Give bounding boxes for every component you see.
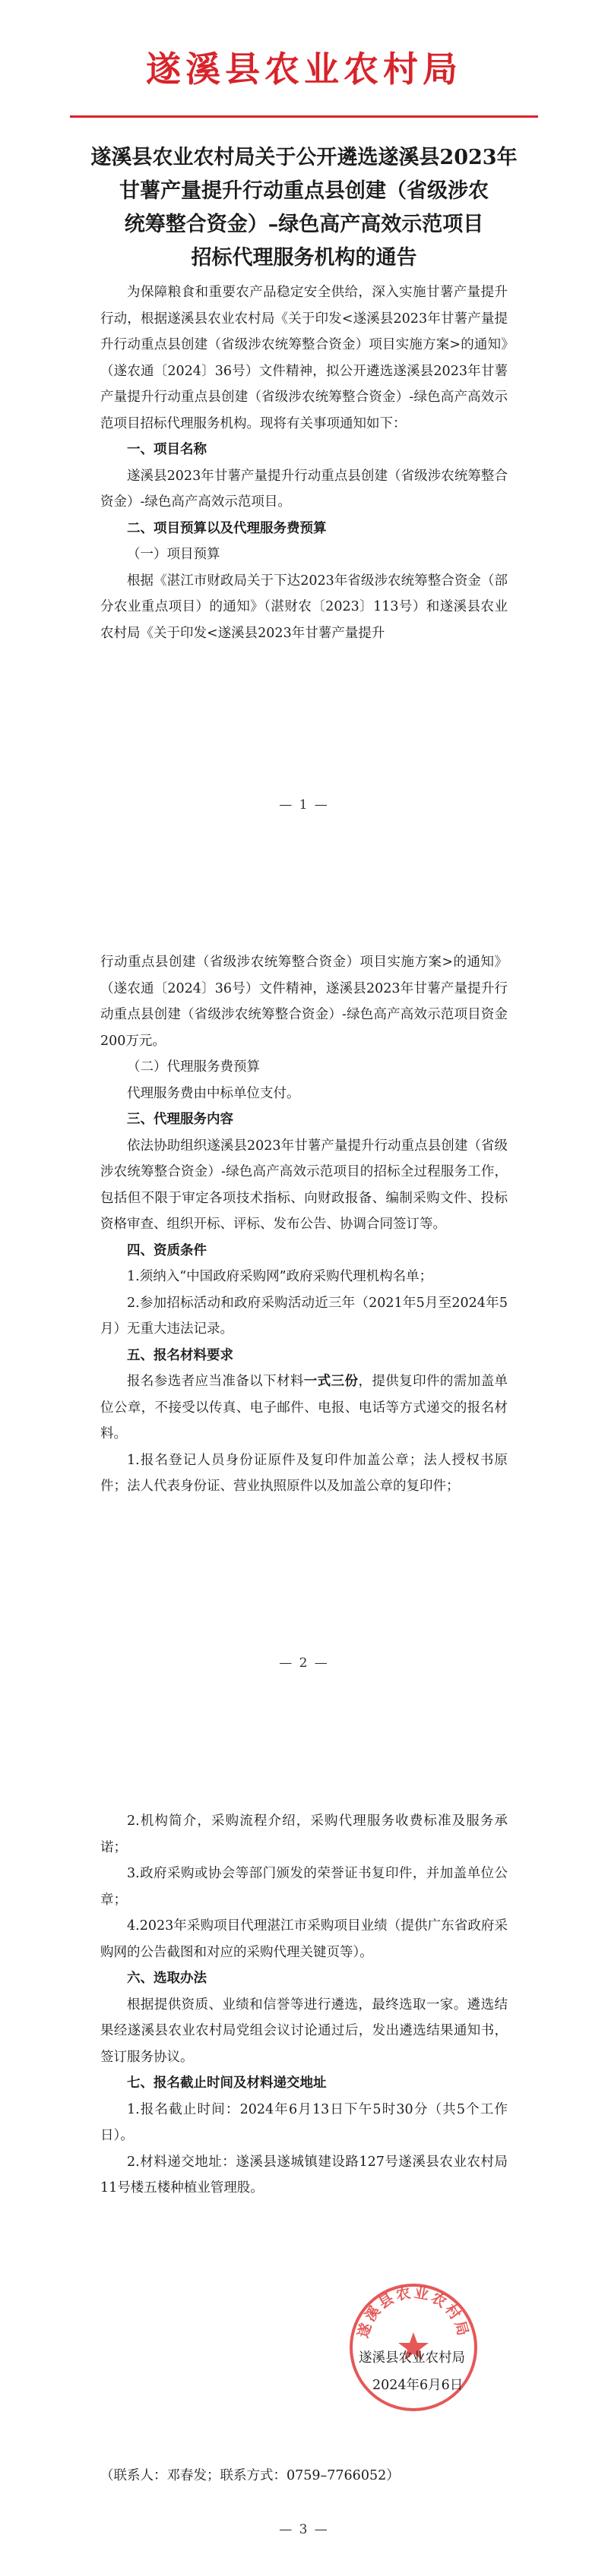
section-1-text: 遂溪县2023年甘薯产量提升行动重点县创建（省级涉农统筹整合资金）-绿色高产高效示范项目。 (100, 468, 508, 510)
section-5-item-4: 4.2023年采购项目代理湛江市采购项目业绩（提供广东省政府采购网的公告截图和对应的采购代理关键页等）。 (100, 1918, 508, 1960)
seal-text: 遂溪县农业农村局 (354, 2284, 473, 2340)
letterhead-org-name: 遂溪县农业农村局 (146, 49, 462, 90)
section-2-sub-1: （一）项目预算 (127, 547, 220, 562)
section-3-heading: 三、代理服务内容 (127, 1112, 233, 1127)
document-title (84, 141, 524, 275)
section-7-heading: 七、报名截止时间及材料递交地址 (127, 2076, 327, 2091)
signature-org: 遂溪县农业农村局 (359, 2350, 465, 2366)
section-5-intro-b: ，提供复印件的需加盖单位公章，不接受以传真、电子邮件、电报、电话等方式递交的报名材料。 (100, 1374, 508, 1441)
page-1-body (100, 279, 508, 646)
page-2 (0, 858, 608, 1717)
section-2-sub-2-text: 代理服务费由中标单位支付。 (127, 1085, 300, 1101)
section-6-heading: 六、选取办法 (127, 1971, 207, 1986)
page-3 (0, 1717, 608, 2576)
svg-text:遂溪县农业农村局 (354, 2284, 472, 2340)
section-2-text-a: 根据《湛江市财政局关于下达2023年省级涉农统筹整合资金（部分农业重点项目）的通知》（湛财农〔2023〕113号）和遂溪县农业农村局《关于印发<遂溪县2023年甘薯产量提升 (100, 573, 508, 641)
title-line-1: 遂溪县农业农村局关于公开遴选遂溪县2023年 (90, 146, 518, 169)
page-1 (0, 0, 608, 858)
section-4-item-2: 2.参加招标活动和政府采购活动近三年（2021年5月至2024年5月）无重大违法记录。 (100, 1295, 508, 1337)
section-4-item-1: 1.须纳入“中国政府采购网”政府采购代理机构名单； (127, 1269, 433, 1284)
section-5-item-3: 3.政府采购或协会等部门颁发的荣誉证书复印件，并加盖单位公章； (100, 1866, 508, 1908)
intro-paragraph: 为保障粮食和重要农产品稳定安全供给，深入实施甘薯产量提升行动，根据遂溪县农业农村局《关于印发<遂溪县2023年甘薯产量提升行动重点县创建（省级涉农统筹整合资金）项目实施方案>的通知》（遂农通〔2024〕36号）文件精神，拟公开遴选遂溪县2023年甘薯产量提升行动重点县创建（省级涉农统筹整合资金）-绿色高产高效示范项目招标代理服务机构。现将有关事项通知如下： (100, 285, 508, 431)
section-5-copies-emphasis: 一式三份 (303, 1374, 359, 1389)
page-number-2: — 2 — (279, 1656, 329, 1671)
section-5-intro-a: 报名参选者应当准备以下材料 (127, 1374, 304, 1389)
section-5-item-1: 1.报名登记人员身份证原件及复印件加盖公章；法人授权书原件；法人代表身份证、营业执照原件以及加盖公章的复印件； (100, 1452, 508, 1494)
section-2-heading: 二、项目预算以及代理服务费预算 (127, 520, 327, 536)
letterhead-red-rule (70, 115, 538, 118)
page-number-3: — 3 — (279, 2522, 329, 2537)
section-1-heading: 一、项目名称 (127, 442, 207, 457)
title-line-2: 甘薯产量提升行动重点县创建（省级涉农 (119, 179, 489, 203)
title-line-3: 统筹整合资金）–绿色高产高效示范项目 (124, 213, 484, 236)
section-6-text: 根据提供资质、业绩和信誉等进行遴选，最终选取一家。遴选结果经遂溪县农业农村局党组会议讨论通过后，发出遴选结果通知书，签订服务协议。 (100, 1997, 508, 2065)
section-4-heading: 四、资质条件 (127, 1242, 207, 1258)
section-2-sub-2: （二）代理服务费预算 (127, 1059, 260, 1075)
page-3-body (100, 1808, 508, 2202)
section-7-item-1: 1.报名截止时间：2024年6月13日下午5时30分（共5个工作日）。 (100, 2101, 508, 2143)
section-5-heading: 五、报名材料要求 (127, 1347, 233, 1363)
section-3-text: 依法协助组织遂溪县2023年甘薯产量提升行动重点县创建（省级涉农统筹整合资金）-绿色高产高效示范项目的招标全过程服务工作，包括但不限于审定各项技术指标、向财政报备、编制采购文件、投标资格审查、组织开标、评标、发布公告、协调合同签订等。 (100, 1138, 508, 1232)
signature-date: 2024年6月6日 (372, 2378, 464, 2393)
section-7-item-2: 2.材料递交地址：遂溪县遂城镇建设路127号遂溪县农业农村局11号楼五楼种植业管理股。 (100, 2154, 508, 2196)
section-5-item-2: 2.机构简介，采购流程介绍，采购代理服务收费标准及服务承诺； (100, 1814, 508, 1855)
page-number-1: — 1 — (279, 797, 329, 813)
section-2-text-b: 行动重点县创建（省级涉农统筹整合资金）项目实施方案>的通知》（遂农通〔2024〕36号）文件精神，遂溪县2023年甘薯产量提升行动重点县创建（省级涉农统筹整合资金）-绿色高产高效示范项目资金200万元。 (100, 955, 508, 1049)
section-5-intro (100, 1368, 508, 1447)
contact-info: （联系人：邓春发；联系方式：0759–7766052） (100, 2468, 400, 2483)
page-2-body (100, 949, 508, 1500)
title-line-4: 招标代理服务机构的通告 (191, 246, 417, 270)
